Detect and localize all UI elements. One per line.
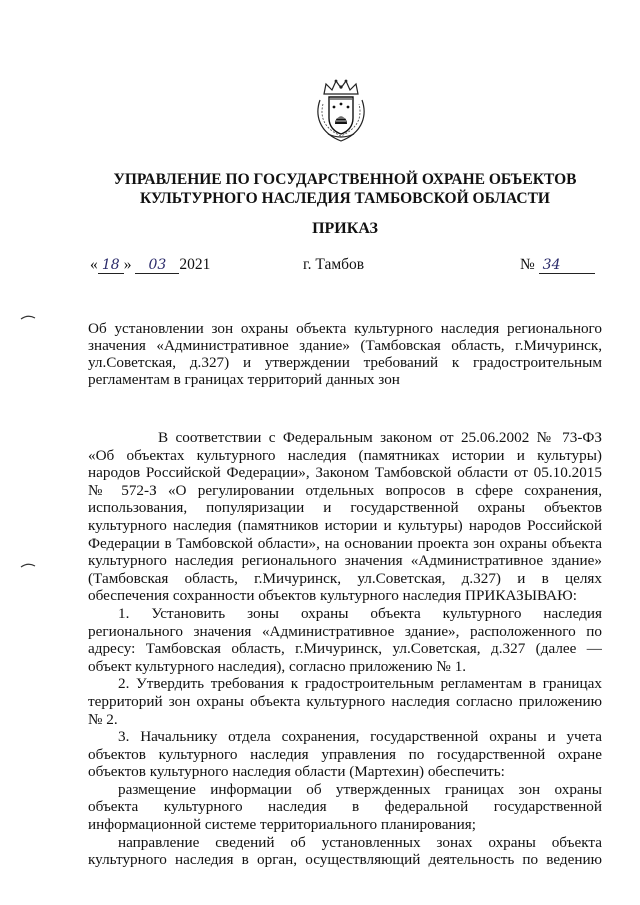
body-line: № 572-З «О регулировании отдельных вопросов в сфере сохранения, xyxy=(88,481,602,499)
body-line: культурного наследия (памятников истории и культуры) народов Российской xyxy=(88,516,602,534)
body-line: 2. Утвердить требования к градостроительным регламентам в границах xyxy=(118,675,602,693)
body-line: Федерации в Тамбовской области», на основании проекта зон охраны объекта xyxy=(88,534,602,552)
body-line: народов Российской Федерации», Законом Тамбовской области от 05.10.2015 xyxy=(88,464,602,482)
order-city: г. Тамбов xyxy=(303,256,365,273)
body-line: обеспечения сохранности объектов культурного наследия ПРИКАЗЫВАЮ: xyxy=(88,587,577,605)
handwritten-month: 03 xyxy=(135,258,179,274)
subject-line: ул.Советская, д.327) и утверждении требований к градостроительным xyxy=(88,354,602,371)
body-line: культурного наследия в орган, осуществляющий деятельность по ведению xyxy=(88,851,602,869)
body-line: культурного наследия регионального значения «Административное здание» xyxy=(88,552,602,570)
body-line: объектов культурного наследия управления по государственной охране xyxy=(88,745,602,763)
body-line: № 2. xyxy=(88,710,118,728)
body-line: направление сведений об установленных зонах охраны объекта xyxy=(118,833,602,851)
body-line: размещение информации об утвержденных границах зон охраны xyxy=(118,780,602,798)
date-open-quote: « xyxy=(90,256,98,273)
number-sign: № xyxy=(520,256,535,273)
body-line: «Об объектах культурного наследия (памятниках истории и культуры) xyxy=(88,446,602,464)
body-line: В соответствии с Федеральным законом от 25.06.2002 № 73-ФЗ xyxy=(158,429,602,446)
document-type-title: ПРИКАЗ xyxy=(312,220,378,237)
organization-name-line-2: КУЛЬТУРНОГО НАСЛЕДИЯ ТАМБОВСКОЙ ОБЛАСТИ xyxy=(140,190,550,207)
subject-line: Об установлении зон охраны объекта культурного наследия регионального xyxy=(88,320,602,337)
body-line: регионального значения «Административное здание», расположенного по xyxy=(88,622,602,640)
subject-line: регламентам в границах территорий данных зон xyxy=(88,371,400,388)
body-line: информационной системе территориального планирования; xyxy=(88,816,476,834)
order-subject xyxy=(88,320,602,388)
order-body xyxy=(88,429,602,869)
body-line: адресу: Тамбовская область, г.Мичуринск, ул.Советская, д.327 (далее — xyxy=(88,640,602,658)
body-line: объекта культурного наследия в федеральной государственной xyxy=(88,798,602,816)
date-close-quote: » xyxy=(123,256,132,273)
handwritten-number: 34 xyxy=(539,258,595,274)
organization-name xyxy=(60,170,630,208)
margin-mark xyxy=(20,314,36,320)
body-line: 3. Начальнику отдела сохранения, государственной охраны и учета xyxy=(118,728,602,746)
organization-name-line-1: УПРАВЛЕНИЕ ПО ГОСУДАРСТВЕННОЙ ОХРАНЕ ОБЪЕКТОВ xyxy=(113,171,577,188)
margin-mark xyxy=(20,562,36,568)
handwritten-day: 18 xyxy=(98,258,124,274)
date-year: 2021 xyxy=(179,256,211,273)
body-line: (Тамбовская область, г.Мичуринск, ул.Советская, д.327) и в целях xyxy=(88,569,602,587)
order-number xyxy=(520,256,595,274)
body-line: территорий зон охраны объекта культурного наследия согласно приложению xyxy=(88,692,602,710)
body-line: объект культурного наследия), согласно приложению № 1. xyxy=(88,657,467,675)
subject-line: значения «Административное здание» (Тамбовская область, г.Мичуринск, xyxy=(88,337,602,354)
body-line: 1. Установить зоны охраны объекта культурного наследия xyxy=(118,604,602,622)
body-line: объектов культурного наследия области (Мартехин) обеспечить: xyxy=(88,763,505,781)
order-date xyxy=(90,256,210,274)
body-line: использования, популяризации и государственной охраны объектов xyxy=(88,499,602,517)
coat-of-arms-emblem xyxy=(314,78,368,144)
